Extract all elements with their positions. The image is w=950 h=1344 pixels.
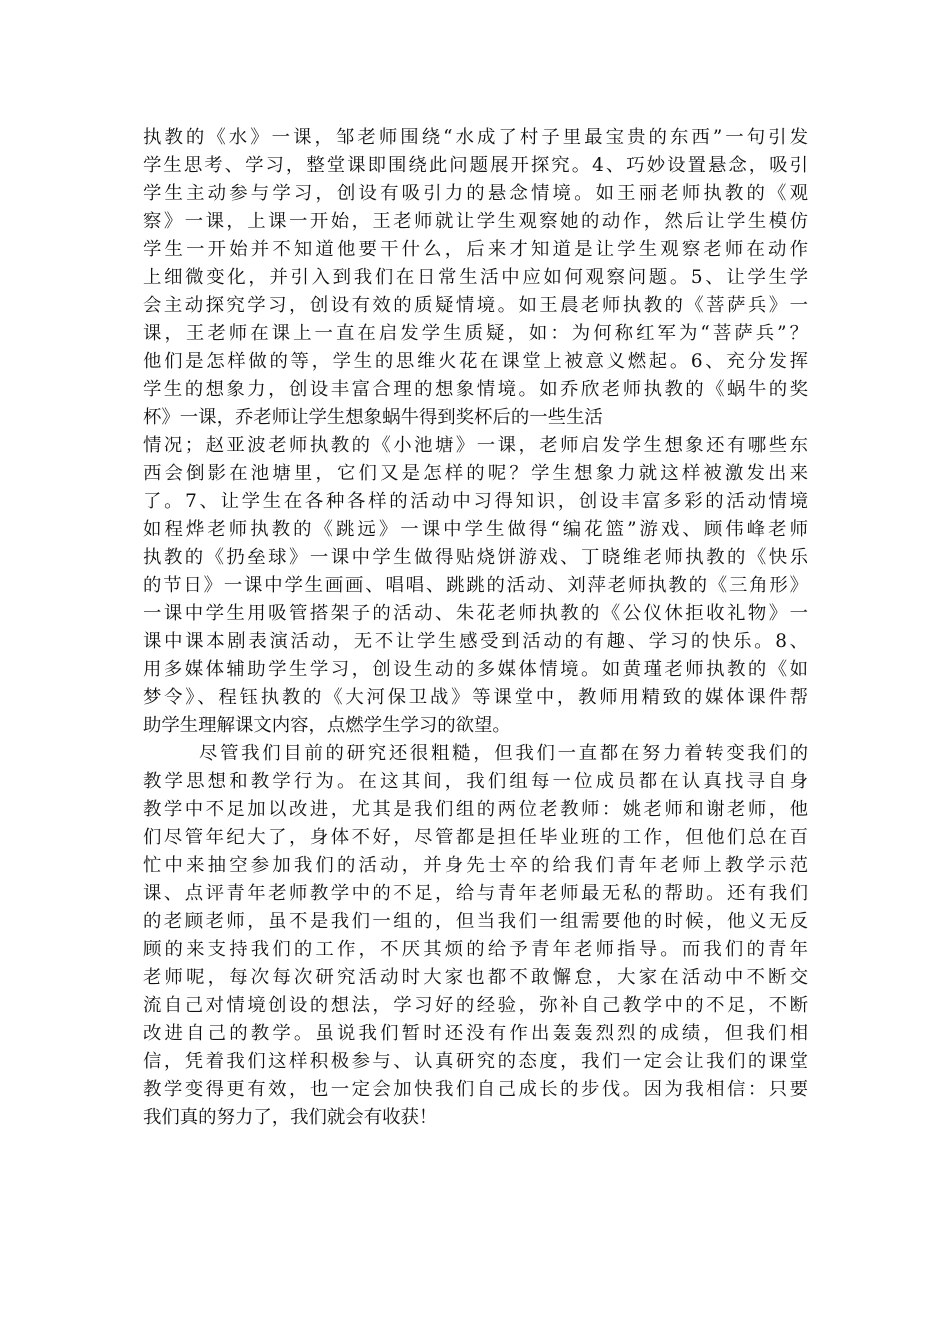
text-line: 会主动探究学习，创设有效的质疑情境。如王晨老师执教的《菩萨兵》一: [143, 295, 808, 316]
text-line: 察》一课，上课一开始，王老师就让学生观察她的动作，然后让学生模仿: [143, 211, 808, 232]
paragraph-1: [143, 124, 808, 740]
text-line: 忙中来抽空参加我们的活动，并身先士卒的给我们青年老师上教学示范: [143, 855, 808, 876]
text-line: 上细微变化，并引入到我们在日常生活中应如何观察问题。5、让学生学: [143, 267, 808, 288]
text-line: 信，凭着我们这样积极参与、认真研究的态度，我们一定会让我们的课堂: [143, 1051, 808, 1072]
paragraph-2: [143, 740, 808, 1132]
text-line: 一课中学生用吸管搭架子的活动、朱花老师执教的《公仪休拒收礼物》一: [143, 603, 808, 624]
text-line: 课，王老师在课上一直在启发学生质疑，如：为何称红军为“菩萨兵”？: [143, 323, 808, 344]
text-line: 西会倒影在池塘里，它们又是怎样的呢？学生想象力就这样被激发出来: [143, 463, 808, 484]
text-line: 学生思考、学习，整堂课即围绕此问题展开探究。4、巧妙设置悬念，吸引: [143, 155, 808, 176]
text-line: 改进自己的教学。虽说我们暂时还没有作出轰轰烈烈的成绩，但我们相: [143, 1023, 808, 1044]
text-line: 执教的《扔垒球》一课中学生做得贴烧饼游戏、丁晓维老师执教的《快乐: [143, 547, 808, 568]
text-line: 教学变得更有效，也一定会加快我们自己成长的步伐。因为我相信：只要: [143, 1079, 808, 1100]
body-text: [143, 124, 808, 1132]
text-line: 老师呢，每次每次研究活动时大家也都不敢懈怠，大家在活动中不断交: [143, 967, 808, 988]
text-line: 执教的《水》一课，邹老师围绕“水成了村子里最宝贵的东西”一句引发: [143, 127, 808, 148]
text-line: 如程烨老师执教的《跳远》一课中学生做得“编花篮”游戏、顾伟峰老师: [143, 519, 808, 540]
text-line: 学生一开始并不知道他要干什么，后来才知道是让学生观察老师在动作: [143, 239, 808, 260]
text-line: 学生的想象力，创设丰富合理的想象情境。如乔欣老师执教的《蜗牛的奖: [143, 379, 808, 400]
text-line: 的节日》一课中学生画画、唱唱、跳跳的活动、刘萍老师执教的《三角形》: [143, 575, 808, 596]
text-line: 学生主动参与学习，创设有吸引力的悬念情境。如王丽老师执教的《观: [143, 183, 808, 204]
text-line: 助学生理解课文内容，点燃学生学习的欲望。: [143, 715, 511, 736]
text-line: 情况；赵亚波老师执教的《小池塘》一课，老师启发学生想象还有哪些东: [143, 435, 808, 456]
text-line: 课、点评青年老师教学中的不足，给与青年老师最无私的帮助。还有我们: [143, 883, 808, 904]
text-line: 用多媒体辅助学生学习，创设生动的多媒体情境。如黄瑾老师执教的《如: [143, 659, 808, 680]
text-line: 教学思想和教学行为。在这其间，我们组每一位成员都在认真找寻自身: [143, 771, 808, 792]
text-line: 顾的来支持我们的工作，不厌其烦的给予青年老师指导。而我们的青年: [143, 939, 808, 960]
text-line: 教学中不足加以改进，尤其是我们组的两位老教师：姚老师和谢老师，他: [143, 799, 808, 820]
text-line: 课中课本剧表演活动，无不让学生感受到活动的有趣、学习的快乐。8、: [143, 631, 808, 652]
text-line: 流自己对情境创设的想法，学习好的经验，弥补自己教学中的不足，不断: [143, 995, 808, 1016]
text-line: 尽管我们目前的研究还很粗糙，但我们一直都在努力着转变我们的: [199, 743, 808, 764]
text-line: 我们真的努力了，我们就会有收获！: [143, 1107, 438, 1128]
text-line: 了。7、让学生在各种各样的活动中习得知识，创设丰富多彩的活动情境: [143, 491, 808, 512]
text-line: 梦令》、程钰执教的《大河保卫战》等课堂中，教师用精致的媒体课件帮: [143, 687, 808, 708]
text-line: 他们是怎样做的等，学生的思维火花在课堂上被意义燃起。6、充分发挥: [143, 351, 808, 372]
text-line: 杯》一课，乔老师让学生想象蜗牛得到奖杯后的一些生活: [143, 407, 603, 428]
text-line: 们尽管年纪大了，身体不好，尽管都是担任毕业班的工作，但他们总在百: [143, 827, 808, 848]
text-line: 的老顾老师，虽不是我们一组的，但当我们一组需要他的时候，他义无反: [143, 911, 808, 932]
